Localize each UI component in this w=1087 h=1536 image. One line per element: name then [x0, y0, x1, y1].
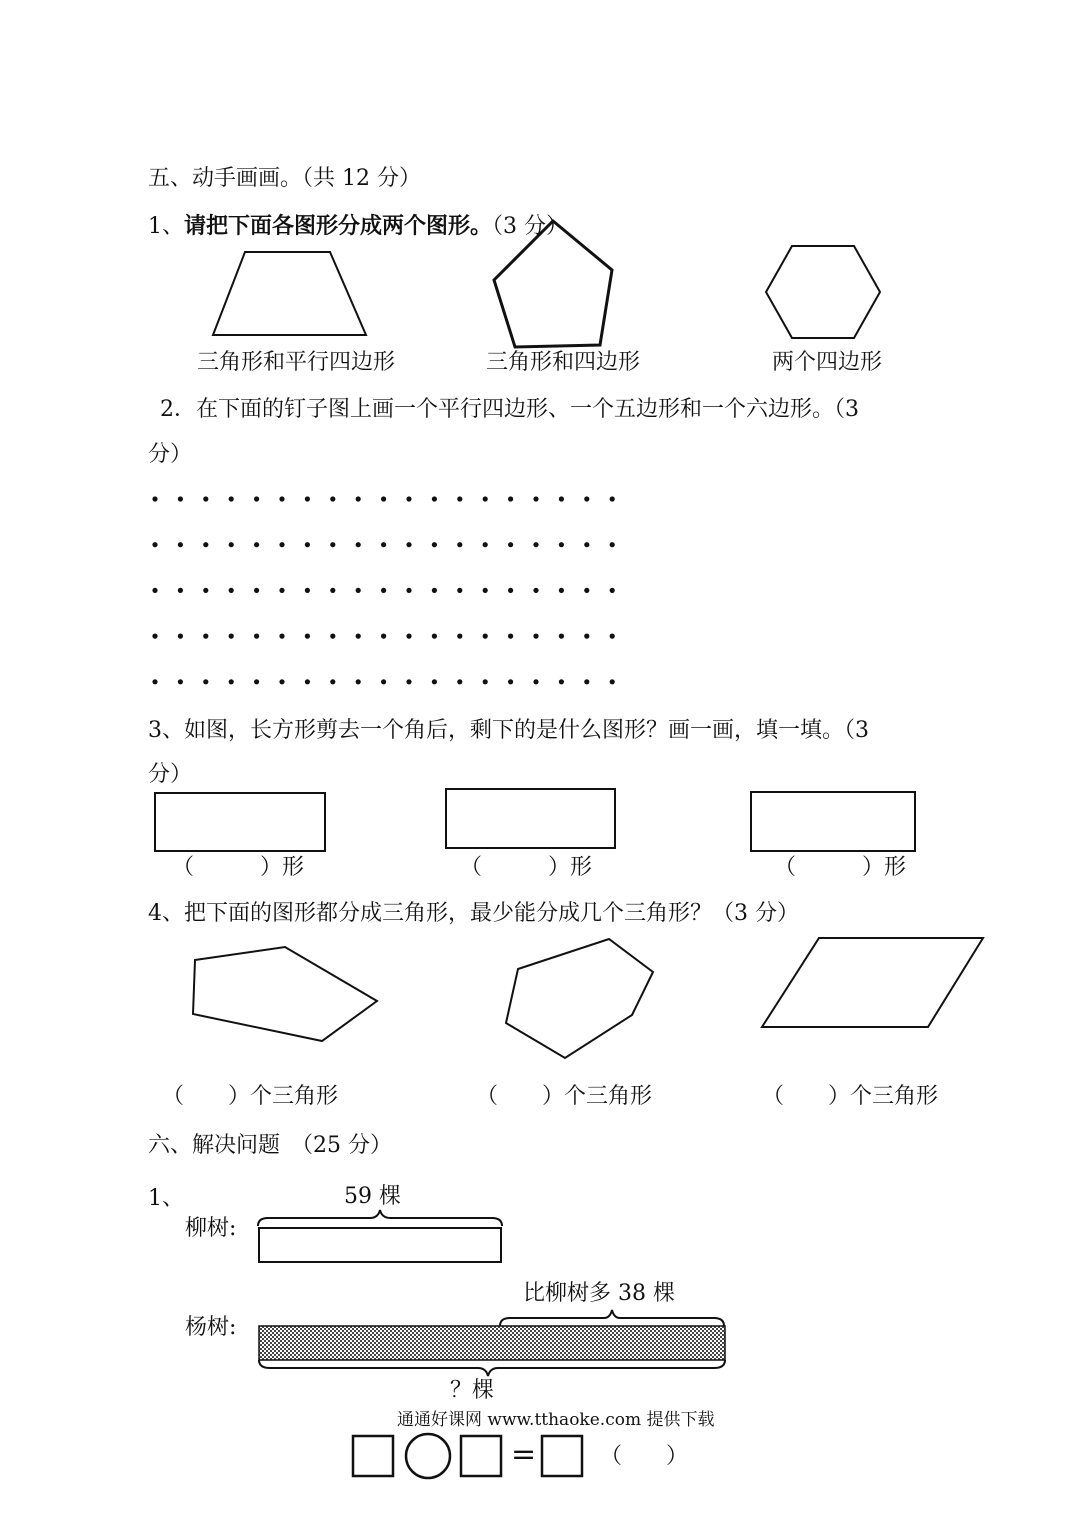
nail-dot[interactable] [381, 542, 386, 547]
nail-dot[interactable] [381, 679, 386, 684]
q3-answer-blank-2[interactable]: （ ）形 [460, 855, 593, 880]
willow-top-brace [258, 1210, 502, 1226]
nail-dot[interactable] [229, 634, 234, 639]
willow-count-label: 59 棵 [344, 1184, 401, 1209]
nail-dot[interactable] [432, 542, 437, 547]
nail-dot[interactable] [432, 496, 437, 501]
nail-dot[interactable] [356, 496, 361, 501]
q4-answer-blank-2[interactable]: （ ）个三角形 [476, 1084, 653, 1109]
nail-dot[interactable] [178, 542, 183, 547]
nail-dot[interactable] [330, 588, 335, 593]
nail-dot[interactable] [305, 679, 310, 684]
nail-dot[interactable] [533, 542, 538, 547]
nail-dot[interactable] [457, 496, 462, 501]
nail-dot[interactable] [610, 496, 615, 501]
poplar-unknown-label: ？棵 [450, 1378, 495, 1403]
q3-answer-blank-1[interactable]: （ ）形 [172, 855, 305, 880]
nail-dot[interactable] [508, 496, 513, 501]
nail-dot[interactable] [483, 634, 488, 639]
q4-answer-blank-1[interactable]: （ ）个三角形 [162, 1084, 339, 1109]
s6-q1-number: 1、 [148, 1186, 184, 1211]
nail-dot[interactable] [508, 588, 513, 593]
nail-dot[interactable] [381, 634, 386, 639]
nail-dot[interactable] [279, 542, 284, 547]
nail-dot[interactable] [254, 542, 259, 547]
nail-dot[interactable] [330, 542, 335, 547]
rectangle-shape-2[interactable] [446, 789, 615, 848]
nail-dot[interactable] [533, 679, 538, 684]
q4-prompt: 4、把下面的图形都分成三角形，最少能分成几个三角形？（3 分） [148, 901, 799, 926]
q3-prompt-line1: 3、如图，长方形剪去一个角后，剩下的是什么图形？画一画，填一填。（3 [148, 718, 869, 743]
nail-dot[interactable] [610, 679, 615, 684]
nail-dot[interactable] [254, 679, 259, 684]
nail-dot[interactable] [229, 588, 234, 593]
equation-box-2[interactable] [461, 1436, 501, 1476]
nail-dot[interactable] [229, 679, 234, 684]
nail-dot[interactable] [279, 496, 284, 501]
q1-caption-hexagon: 两个四边形 [772, 350, 883, 375]
nail-dot[interactable] [254, 588, 259, 593]
nail-dot[interactable] [406, 679, 411, 684]
nail-dot[interactable] [356, 542, 361, 547]
nail-dot[interactable] [254, 634, 259, 639]
nail-dot[interactable] [229, 542, 234, 547]
nail-dot[interactable] [279, 634, 284, 639]
nail-dot[interactable] [559, 588, 564, 593]
nail-dot[interactable] [483, 679, 488, 684]
nail-dot[interactable] [178, 496, 183, 501]
nail-dot[interactable] [432, 634, 437, 639]
q1-number: 1、 [148, 214, 184, 239]
q1-text: 请把下面各图形分成两个图形。 [184, 213, 493, 239]
q1-caption-trapezoid: 三角形和平行四边形 [197, 350, 396, 375]
nail-dot[interactable] [178, 588, 183, 593]
nail-dot[interactable] [381, 496, 386, 501]
nail-dot[interactable] [406, 496, 411, 501]
footer-watermark: 通通好课网 www.tthaoke.com 提供下载 [397, 1410, 715, 1430]
equation-circle-operator[interactable] [406, 1434, 450, 1478]
more-than-willow-label: 比柳树多 38 棵 [523, 1281, 675, 1306]
nail-dot-grid[interactable] [152, 496, 614, 684]
nail-dot[interactable] [330, 679, 335, 684]
nail-dot[interactable] [610, 588, 615, 593]
nail-dot[interactable] [305, 588, 310, 593]
nail-dot[interactable] [356, 679, 361, 684]
q1-prompt [148, 215, 568, 238]
nail-dot[interactable] [533, 496, 538, 501]
equation-equals-sign: = [511, 1437, 537, 1472]
q1-points: （3 分） [492, 214, 569, 239]
nail-dot[interactable] [229, 496, 234, 501]
nail-dot[interactable] [483, 496, 488, 501]
nail-dot[interactable] [610, 634, 615, 639]
nail-dot[interactable] [152, 634, 157, 639]
irregular-hexagon-shape[interactable] [506, 939, 653, 1058]
q2-prompt-line2: 分） [148, 442, 193, 467]
nail-dot[interactable] [508, 679, 513, 684]
equation-box-result[interactable] [542, 1436, 582, 1476]
nail-dot[interactable] [152, 679, 157, 684]
equation-box-1[interactable] [353, 1436, 393, 1476]
equation-unit-paren[interactable]: （ ） [600, 1444, 689, 1469]
nail-dot[interactable] [203, 679, 208, 684]
nail-dot[interactable] [457, 588, 462, 593]
nail-dot[interactable] [584, 634, 589, 639]
nail-dot[interactable] [432, 588, 437, 593]
section5-heading: 五、动手画画。（共 12 分） [148, 166, 421, 191]
nail-dot[interactable] [559, 634, 564, 639]
nail-dot[interactable] [406, 588, 411, 593]
nail-dot[interactable] [508, 634, 513, 639]
willow-bar [259, 1228, 501, 1262]
nail-dot[interactable] [584, 588, 589, 593]
pentagon-shape [494, 221, 612, 347]
nail-dot[interactable] [559, 496, 564, 501]
nail-dot[interactable] [584, 542, 589, 547]
poplar-bar [259, 1326, 725, 1360]
nail-dot[interactable] [330, 634, 335, 639]
q4-answer-blank-3[interactable]: （ ）个三角形 [762, 1084, 939, 1109]
q3-answer-blank-3[interactable]: （ ）形 [774, 855, 907, 880]
section6-heading: 六、解决问题 （25 分） [148, 1133, 392, 1158]
nail-dot[interactable] [330, 496, 335, 501]
nail-dot[interactable] [457, 679, 462, 684]
nail-dot[interactable] [203, 496, 208, 501]
willow-label: 柳树: [185, 1216, 237, 1241]
nail-dot[interactable] [152, 496, 157, 501]
nail-dot[interactable] [203, 542, 208, 547]
nail-dot[interactable] [533, 588, 538, 593]
nail-dot[interactable] [305, 634, 310, 639]
rectangle-shape-3[interactable] [751, 792, 915, 851]
nail-dot[interactable] [203, 588, 208, 593]
nail-dot[interactable] [203, 634, 208, 639]
hexagon-shape [766, 246, 880, 338]
q3-prompt-line2: 分） [148, 762, 193, 787]
trapezoid-shape [213, 252, 366, 335]
nail-dot[interactable] [483, 588, 488, 593]
nail-dot[interactable] [152, 542, 157, 547]
nail-dot[interactable] [406, 542, 411, 547]
nail-dot[interactable] [457, 542, 462, 547]
nail-dot[interactable] [356, 588, 361, 593]
nail-dot[interactable] [432, 679, 437, 684]
q1-caption-pentagon: 三角形和四边形 [486, 350, 641, 375]
nail-dot[interactable] [178, 679, 183, 684]
rectangle-shape-1[interactable] [155, 793, 325, 851]
poplar-total-brace [259, 1360, 725, 1376]
more-brace [500, 1310, 724, 1326]
nail-dot[interactable] [584, 496, 589, 501]
nail-dot[interactable] [305, 496, 310, 501]
nail-dot[interactable] [610, 542, 615, 547]
nail-dot[interactable] [152, 588, 157, 593]
nail-dot[interactable] [508, 542, 513, 547]
nail-dot[interactable] [457, 634, 462, 639]
nail-dot[interactable] [559, 542, 564, 547]
nail-dot[interactable] [178, 634, 183, 639]
nail-dot[interactable] [356, 634, 361, 639]
parallelogram-shape[interactable] [762, 938, 983, 1027]
nail-dot[interactable] [483, 542, 488, 547]
nail-dot[interactable] [559, 679, 564, 684]
irregular-pentagon-shape[interactable] [193, 947, 377, 1041]
q2-prompt-line1: 2．在下面的钉子图上画一个平行四边形、一个五边形和一个六边形。（3 [160, 397, 859, 422]
nail-dot[interactable] [533, 634, 538, 639]
nail-dot[interactable] [406, 634, 411, 639]
poplar-label: 杨树: [185, 1315, 237, 1340]
nail-dot[interactable] [254, 496, 259, 501]
nail-dot[interactable] [279, 679, 284, 684]
nail-dot[interactable] [381, 588, 386, 593]
nail-dot[interactable] [279, 588, 284, 593]
nail-dot[interactable] [584, 679, 589, 684]
nail-dot[interactable] [305, 542, 310, 547]
